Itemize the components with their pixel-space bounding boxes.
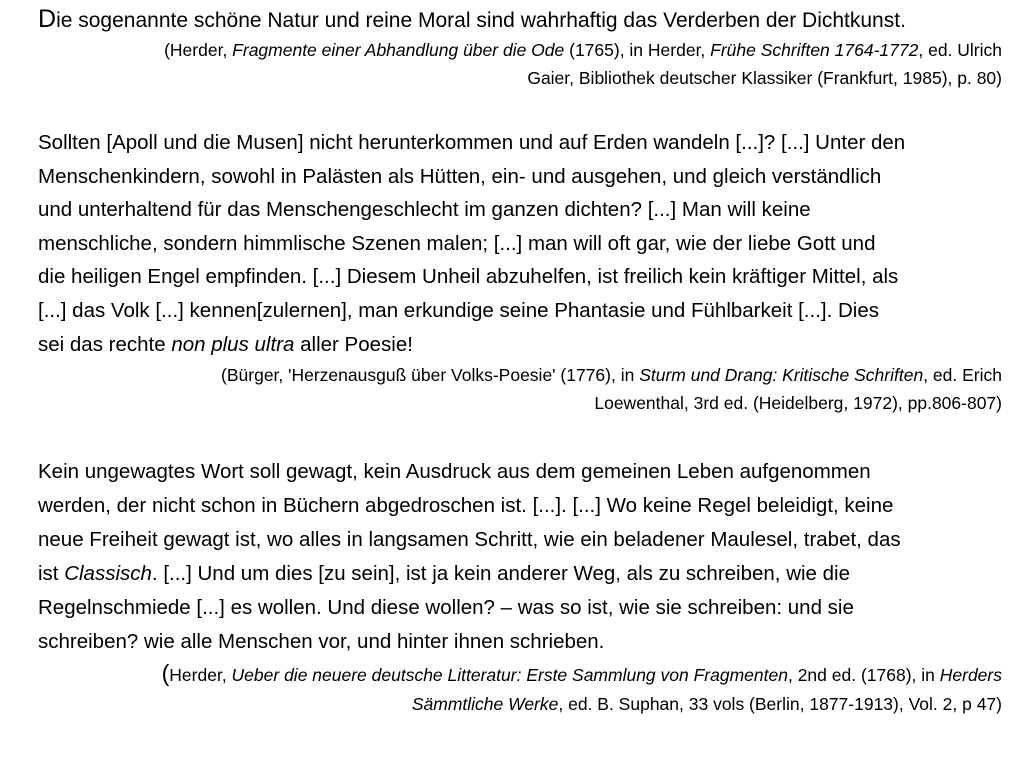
quote-buerger-volkspoesie — [38, 126, 1002, 417]
citation-line: Sämmtliche Werke, ed. B. Suphan, 33 vols (Berlin, 1877-1913), Vol. 2, p 47) — [411, 694, 1002, 714]
text-line: Kein ungewagtes Wort soll gewagt, kein Ausdruck aus dem gemeinen Leben aufgenommen — [38, 460, 871, 483]
quote-text — [38, 455, 1002, 659]
quote-herder-litteratur — [38, 455, 1002, 719]
quote-text — [38, 126, 1002, 361]
citation-line: Loewenthal, 3rd ed. (Heidelberg, 1972), pp.806-807) — [594, 393, 1002, 414]
text-line: und unterhaltend für das Menschengeschlecht im ganzen dichten? [...] Man will keine — [38, 198, 811, 222]
citation-line: Gaier, Bibliothek deutscher Klassiker (Frankfurt, 1985), p. 80) — [527, 68, 1002, 88]
text-line: die heiligen Engel empfinden. [...] Diesem Unheil abzuhelfen, ist freilich kein kräftiger Mittel, als — [38, 265, 899, 289]
text-line: neue Freiheit gewagt ist, wo alles in langsamen Schritt, wie ein beladener Maulesel, trabet, das — [38, 528, 901, 551]
citation — [38, 659, 1002, 719]
text-line: menschliche, sondern himmlische Szenen malen; [...] man will oft gar, wie der liebe Gott und — [38, 231, 876, 255]
quote-herder-ode — [38, 4, 1002, 92]
text-line: Menschenkindern, sowohl in Palästen als Hütten, ein- und ausgehen, und gleich verständlich — [38, 164, 882, 188]
quote-text: Die sogenannte schöne Natur und reine Moral sind wahrhaftig das Verderben der Dichtkunst. — [38, 5, 906, 33]
text-line: sei das rechte non plus ultra aller Poesie! — [38, 332, 413, 356]
text-line: ist Classisch. [...] Und um dies [zu sein], ist ja kein anderer Weg, als zu schreiben, wie die — [38, 562, 851, 585]
text-line: werden, der nicht schon in Büchern abgedroschen ist. [...]. [...] Wo keine Regel beleidigt, keine — [38, 494, 894, 517]
text-line: Regelnschmiede [...] es wollen. Und diese wollen? – was so ist, wie sie schreiben: und sie — [38, 596, 854, 619]
text-line: Sollten [Apoll und die Musen] nicht herunterkommen und auf Erden wandeln [...]? [...] Unter den — [38, 131, 906, 154]
citation-line: (Herder, Fragmente einer Abhandlung über die Ode (1765), in Herder, Frühe Schriften 1764-1772, ed. Ulrich — [164, 40, 1002, 60]
citation-line: (Bürger, 'Herzenausguß über Volks-Poesie' (1776), in Sturm und Drang: Kritische Schriften, ed. Erich — [221, 365, 1002, 386]
text-line: schreiben? wie alle Menschen vor, und hinter ihnen schrieben. — [38, 630, 605, 653]
text-line: [...] das Volk [...] kennen[zulernen], man erkundige seine Phantasie und Fühlbarkeit [...]. Dies — [38, 298, 879, 322]
citation-line: (Herder, Ueber die neuere deutsche Litteratur: Erste Sammlung von Fragmenten, 2nd ed. (1768), in Herders — [161, 660, 1002, 686]
citation — [38, 361, 1002, 417]
drop-initial: D — [38, 5, 57, 33]
citation — [38, 36, 1002, 92]
